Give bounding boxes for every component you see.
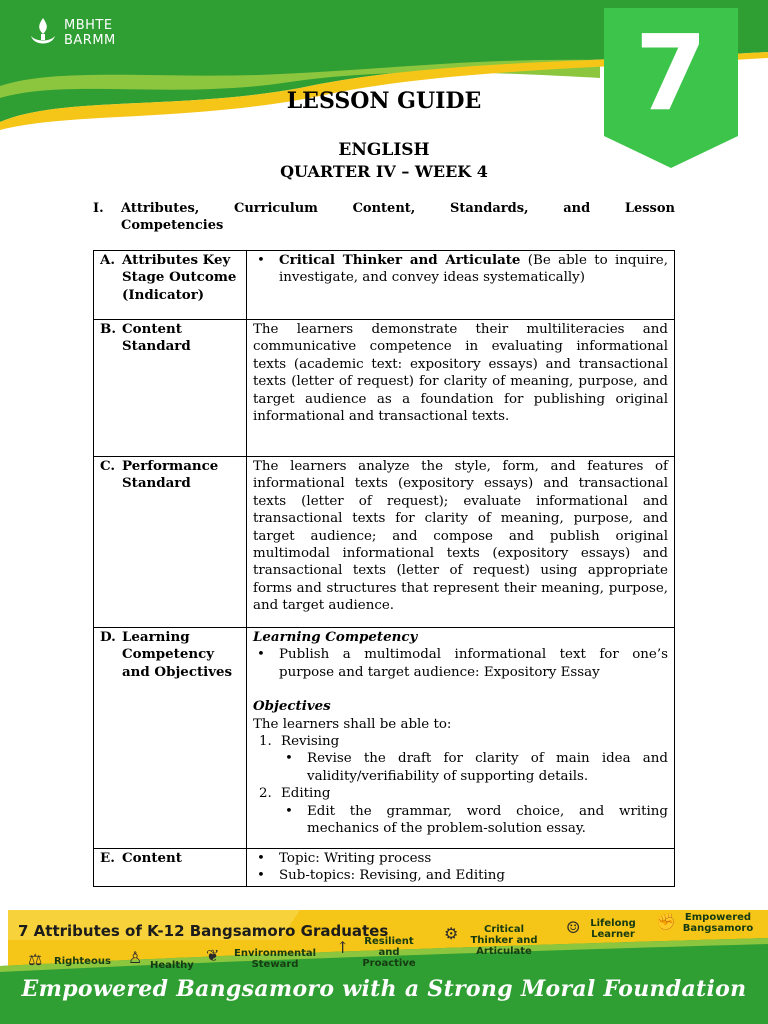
table-row-performance-standard — [94, 457, 675, 628]
performance-standard-text: The learners analyze the style, form, and features of informational texts (expository essays) and transactional texts (letter of request); evaluate informational and transactional texts for clarity of meaning, purpose, and target audience; and compose and publish original multimodal informational texts (expository essays) and transactional texts (letter of request) using appropriate forms and structures that represent their meaning, purpose, and target audience. — [247, 457, 675, 628]
row-label: Content Standard — [122, 321, 191, 355]
attribute-critical-thinker: Critical Thinker and Articulate — [470, 924, 538, 957]
row-label: Content — [122, 850, 182, 866]
table-row-attributes — [94, 251, 675, 320]
footer-motto: Empowered Bangsamoro with a Strong Moral Foundation — [21, 976, 747, 1002]
fist-icon: ✊ — [656, 912, 676, 931]
objective-detail: Revise the draft for clarity of main idea and validity/verifiability of supporting details. — [307, 751, 668, 784]
section-heading-line-1: Attributes, Curriculum Content, Standards, and Lesson — [121, 201, 675, 216]
item-number: 2. — [259, 786, 272, 802]
leaf-hands-icon: ❦ — [206, 946, 220, 965]
section-number: I. — [93, 201, 104, 216]
row-letter: B. — [100, 321, 116, 337]
row-letter: E. — [100, 850, 115, 866]
table-row-content — [94, 849, 675, 887]
lesson-table — [93, 250, 675, 887]
person-icon: ♙ — [128, 948, 143, 967]
list-item — [281, 803, 668, 838]
bullet-icon: • — [285, 803, 293, 819]
bullet-icon: • — [257, 253, 265, 268]
bullet-icon: • — [257, 851, 265, 866]
objective-title: Revising — [281, 734, 340, 750]
attribute-empowered-bangsamoro: Empowered Bangsamoro — [682, 912, 754, 934]
learning-competency-heading: Learning Competency — [253, 629, 418, 645]
arrow-up-icon: ↑ — [336, 938, 350, 957]
item-number: 1. — [259, 734, 272, 750]
lamp-logo-icon — [28, 16, 58, 50]
attribute-lifelong-learner: Lifelong Learner — [590, 918, 636, 940]
learning-competency-text: Publish a multimodal informational text for one’s purpose and target audience: Expository Essay — [279, 647, 668, 680]
logo-line-1: MBHTE — [64, 18, 113, 33]
objectives-heading: Objectives — [253, 698, 331, 715]
table-row-learning-competency — [94, 628, 675, 849]
head-gear-icon: ⚙ — [444, 924, 459, 943]
attribute-healthy: Healthy — [150, 960, 194, 971]
section-heading-line-2: Competencies — [121, 218, 224, 233]
attribute-resilient-proactive: Resilient and Proactive — [362, 936, 416, 969]
objective-detail: Edit the grammar, word choice, and writing mechanics of the problem-solution essay. — [307, 803, 668, 837]
subtopics-text: Sub-topics: Revising, and Editing — [279, 868, 505, 884]
table-row-content-standard — [94, 320, 675, 457]
mbhte-logo — [28, 16, 116, 50]
row-letter: D. — [100, 629, 116, 645]
reader-icon: ☺ — [566, 918, 581, 937]
objective-title: Editing — [281, 786, 331, 802]
bullet-icon: • — [257, 868, 265, 884]
objectives-intro: The learners shall be able to: — [253, 716, 452, 732]
row-letter: C. — [100, 458, 116, 474]
bullet-icon: • — [257, 647, 265, 663]
row-label: Learning Competency and Objectives — [122, 629, 233, 680]
list-item — [253, 850, 668, 867]
scales-icon: ⚖ — [28, 950, 43, 969]
list-item — [259, 785, 668, 802]
list-item — [253, 867, 668, 884]
logo-line-2: BARMM — [64, 33, 116, 48]
bullet-icon: • — [285, 751, 293, 767]
subject-title: ENGLISH — [338, 140, 430, 160]
footer-title: 7 Attributes of K-12 Bangsamoro Graduates — [18, 922, 389, 940]
list-item — [253, 646, 668, 681]
attribute-environmental-steward: Environmental Steward — [234, 948, 317, 970]
topic-text: Topic: Writing process — [279, 851, 432, 866]
row-letter: A. — [100, 252, 116, 268]
section-heading — [93, 200, 675, 234]
attribute-name: Critical Thinker and Articulate — [279, 252, 521, 268]
list-item — [259, 733, 668, 750]
content-standard-text: The learners demonstrate their multiliteracies and communicative competence in evaluating informational texts (academic text: expository essays) and transactional texts (letter of request) for clarity of meaning, purpose, and target audience as a foundation for publishing original informational and transactional texts. — [247, 320, 675, 457]
row-label: Attributes Key Stage Outcome (Indicator) — [122, 252, 237, 303]
list-item — [281, 750, 668, 785]
attribute-description: (Be able to inquire, investigate, and convey ideas systematically) — [279, 253, 668, 286]
grade-number: 7 — [634, 12, 708, 134]
page-title: LESSON GUIDE — [286, 88, 482, 114]
attribute-righteous: Righteous — [54, 956, 111, 967]
quarter-title: QUARTER IV – WEEK 4 — [280, 162, 488, 181]
list-item — [253, 252, 668, 287]
row-label: Performance Standard — [122, 458, 219, 492]
